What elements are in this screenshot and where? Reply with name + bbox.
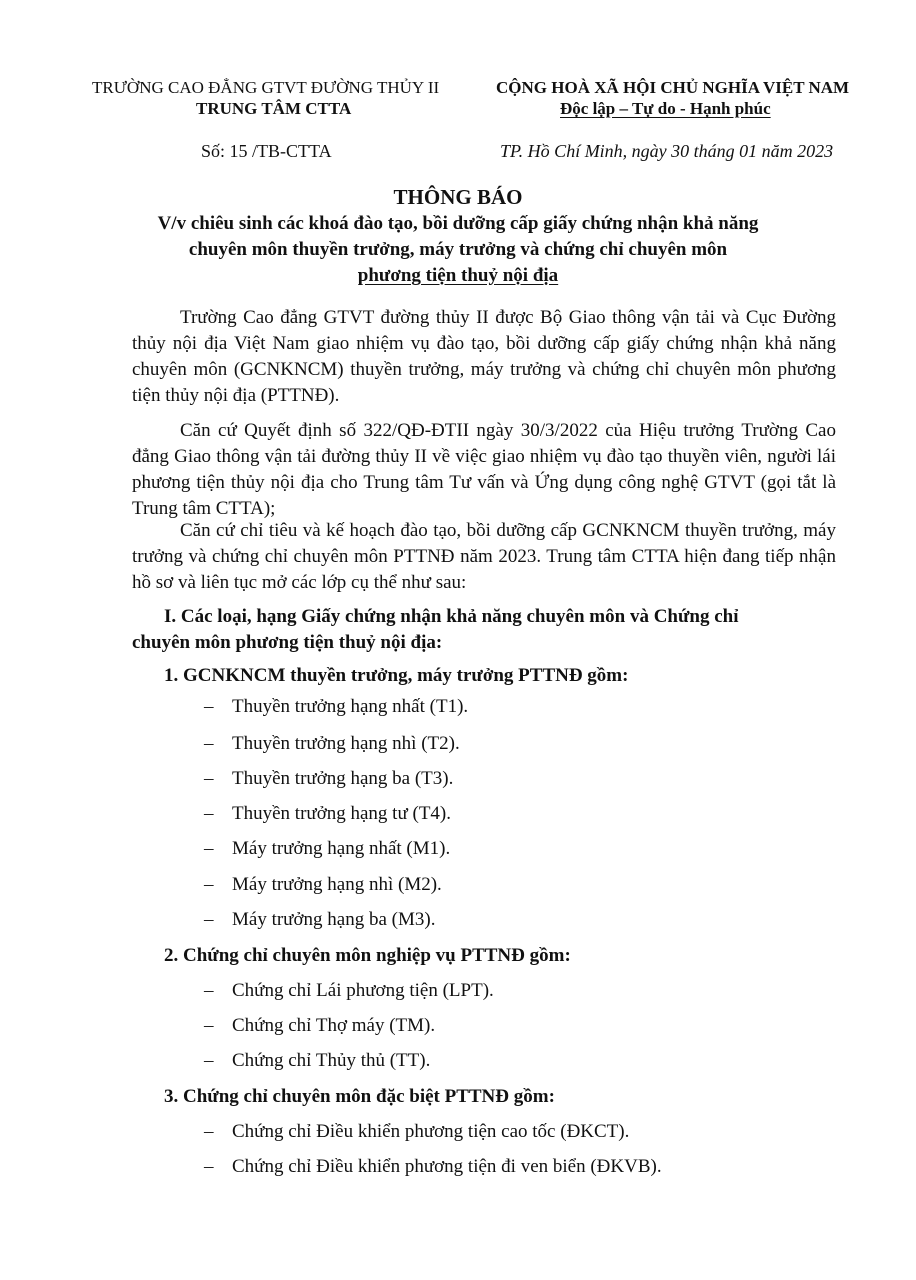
list-item xyxy=(204,1050,430,1072)
list-item-text: Chứng chỉ Thủy thủ (TT). xyxy=(232,1050,431,1071)
document-date: TP. Hồ Chí Minh, ngày 30 tháng 01 năm 2023 xyxy=(500,141,834,161)
list-item-text: Máy trưởng hạng nhì (M2). xyxy=(232,874,442,895)
list-item-text: Thuyền trưởng hạng ba (T3). xyxy=(232,768,454,789)
list-item xyxy=(204,803,451,825)
dash-bullet: – xyxy=(204,980,214,1001)
list-item-text: Thuyền trưởng hạng tư (T4). xyxy=(232,803,452,824)
list-item-text: Máy trưởng hạng ba (M3). xyxy=(232,909,436,930)
list-item-text: Thuyền trưởng hạng nhì (T2). xyxy=(232,733,460,754)
list-item xyxy=(204,1121,629,1143)
list-item xyxy=(204,874,442,896)
subsection-1-heading: 1. GCNKNCM thuyền trưởng, máy trưởng PTTNĐ gồm: xyxy=(164,665,629,686)
list-item xyxy=(204,696,468,718)
list-item xyxy=(204,768,453,790)
dash-bullet: – xyxy=(204,768,214,789)
section-1-heading-line2: chuyên môn phương tiện thuỷ nội địa: xyxy=(132,632,443,653)
section-1-heading-line1: I. Các loại, hạng Giấy chứng nhận khả năng chuyên môn và Chứng chỉ xyxy=(164,606,739,627)
document-number: Số: 15 /TB-CTTA xyxy=(201,141,332,161)
subsection-3-heading: 3. Chứng chỉ chuyên môn đặc biệt PTTNĐ gồm: xyxy=(164,1086,555,1107)
list-item xyxy=(204,733,460,755)
dash-bullet: – xyxy=(204,733,214,754)
list-item xyxy=(204,980,494,1002)
school-name: TRƯỜNG CAO ĐẲNG GTVT ĐƯỜNG THỦY II xyxy=(92,78,440,97)
list-item xyxy=(204,909,435,931)
motto-text: Độc lập – Tự do - Hạnh phúc xyxy=(560,99,771,118)
dash-bullet: – xyxy=(204,838,214,859)
motto xyxy=(560,99,771,119)
list-item-text: Chứng chỉ Điều khiển phương tiện đi ven biển (ĐKVB). xyxy=(232,1156,662,1177)
paragraph-plan: Căn cứ chỉ tiêu và kế hoạch đào tạo, bồi dưỡng cấp GCNKNCM thuyền trưởng, máy trưởng và chứng chỉ chuyên môn PTTNĐ năm 2023. Trung tâm CTTA hiện đang tiếp nhận hồ sơ và liên tục mở các lớp cụ thể như sau: xyxy=(132,520,836,593)
dash-bullet: – xyxy=(204,1050,214,1071)
paragraph-intro: Trường Cao đẳng GTVT đường thủy II được Bộ Giao thông vận tải và Cục Đường thủy nội địa Việt Nam giao nhiệm vụ đào tạo, bồi dưỡng cấp giấy chứng nhận khả năng chuyên môn (GCNKNCM) thuyền trưởng, máy trưởng và chứng chỉ chuyên môn phương tiện thủy nội địa (PTTNĐ). xyxy=(132,307,836,406)
list-item xyxy=(204,838,450,860)
dash-bullet: – xyxy=(204,909,214,930)
subsection-2-heading: 2. Chứng chỉ chuyên môn nghiệp vụ PTTNĐ gồm: xyxy=(164,945,571,966)
notice-subject-line3-text: phương tiện thuỷ nội địa xyxy=(357,265,559,286)
list-item-text: Máy trưởng hạng nhất (M1). xyxy=(232,838,451,859)
paragraph-decision: Căn cứ Quyết định số 322/QĐ-ĐTII ngày 30/3/2022 của Hiệu trưởng Trường Cao đẳng Giao thông vận tải đường thủy II về việc giao nhiệm vụ đào tạo thuyền viên, người lái phương tiện thủy nội địa cho Trung tâm Tư vấn và Ứng dụng công nghệ GTVT (gọi tắt là Trung tâm CTTA); xyxy=(132,420,836,519)
dash-bullet: – xyxy=(204,1015,214,1036)
list-item-text: Thuyền trưởng hạng nhất (T1). xyxy=(232,696,469,717)
notice-subject-line1: V/v chiêu sinh các khoá đào tạo, bồi dưỡng cấp giấy chứng nhận khả năng xyxy=(157,213,759,234)
list-item-text: Chứng chỉ Thợ máy (TM). xyxy=(232,1015,436,1036)
center-name: TRUNG TÂM CTTA xyxy=(196,99,352,118)
list-item-text: Chứng chỉ Điều khiển phương tiện cao tốc (ĐKCT). xyxy=(232,1121,630,1142)
notice-subject-line3 xyxy=(0,265,916,287)
dash-bullet: – xyxy=(204,1121,214,1142)
dash-bullet: – xyxy=(204,1156,214,1177)
country-name: CỘNG HOÀ XÃ HỘI CHỦ NGHĨA VIỆT NAM xyxy=(496,78,850,97)
dash-bullet: – xyxy=(204,696,214,717)
dash-bullet: – xyxy=(204,874,214,895)
notice-subject-line2: chuyên môn thuyền trưởng, máy trưởng và chứng chỉ chuyên môn xyxy=(188,239,728,260)
list-item-text: Chứng chỉ Lái phương tiện (LPT). xyxy=(232,980,494,1001)
notice-title: THÔNG BÁO xyxy=(393,185,523,209)
list-item xyxy=(204,1156,662,1178)
list-item xyxy=(204,1015,435,1037)
dash-bullet: – xyxy=(204,803,214,824)
